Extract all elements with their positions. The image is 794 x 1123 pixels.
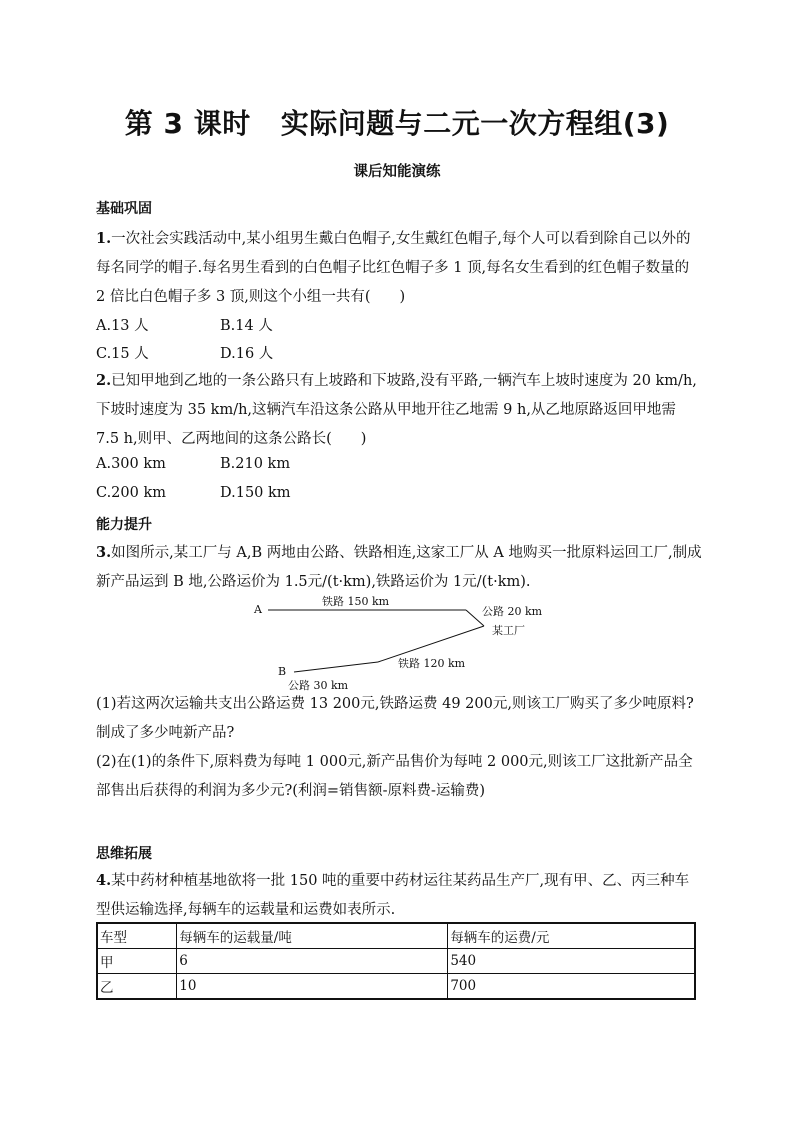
point-a-label: A xyxy=(254,603,262,616)
question-3-part-1: (1)若这两次运输共支出公路运费 13 200元,铁路运费 49 200元,则该工厂购买了多少吨原料?制成了多少吨新产品? xyxy=(96,696,694,741)
section-ability-heading: 能力提升 xyxy=(96,517,152,533)
table-header-cell: 每辆车的运费/元 xyxy=(448,923,695,949)
route-diagram xyxy=(240,590,560,694)
table-header-cell: 车型 xyxy=(97,923,177,949)
table-cell: 540 xyxy=(448,949,695,974)
road-bottom-label: 公路 30 km xyxy=(288,679,349,692)
question-3-part-2: (2)在(1)的条件下,原料费为每吨 1 000元,新产品售价为每吨 2 000元,则该工厂这批新产品全部售出后获得的利润为多少元?(利润=销售额-原料费-运输费) xyxy=(96,754,693,799)
question-3-text: 如图所示,某工厂与 A,B 两地由公路、铁路相连,这家工厂从 A 地购买一批原料运回工厂,制成新产品运到 B 地,公路运价为 1.5元/(t·km),铁路运价为 1元/(t·km). xyxy=(96,545,702,590)
question-2-option-c: C.200 km xyxy=(96,485,167,501)
question-4-number: 4. xyxy=(96,872,112,889)
question-4-text: 某中药材种植基地欲将一批 150 吨的重要中药材运往某药品生产厂,现有甲、乙、丙三种车型供运输选择,每辆车的运载量和运费如表所示. xyxy=(96,873,690,918)
rail-top-label: 铁路 150 km xyxy=(322,595,390,608)
title-lesson: 第 3 课时 xyxy=(124,107,251,140)
table-cell: 甲 xyxy=(97,949,177,974)
question-2-option-a: A.300 km xyxy=(96,456,166,472)
question-3-number: 3. xyxy=(96,544,112,561)
question-2-option-b: B.210 km xyxy=(220,456,291,472)
question-2-option-d: D.150 km xyxy=(220,485,291,501)
question-2-text: 已知甲地到乙地的一条公路只有上坡路和下坡路,没有平路,一辆汽车上坡时速度为 20 km/h,下坡时速度为 35 km/h,这辆汽车沿这条公路从甲地开往乙地需 9 h,从乙地原路返回甲地需 7.5 h,则甲、乙两地间的这条公路长( ) xyxy=(96,373,697,447)
question-1-text: 一次社会实践活动中,某小组男生戴白色帽子,女生戴红色帽子,每个人可以看到除自己以外的每名同学的帽子.每名男生看到的白色帽子比红色帽子多 1 顶,每名女生看到的红色帽子数量的 2 倍比白色帽子多 3 顶,则这个小组一共有( ) xyxy=(96,231,691,305)
factory-label: 某工厂 xyxy=(492,624,525,637)
page-subtitle: 课后知能演练 xyxy=(353,164,441,180)
table-cell: 乙 xyxy=(97,974,177,1000)
table-row xyxy=(97,949,695,974)
section-thinking-heading: 思维拓展 xyxy=(96,846,152,862)
table-cell: 6 xyxy=(177,949,448,974)
road-line-bottom xyxy=(294,662,378,672)
question-4 xyxy=(96,866,702,925)
question-1 xyxy=(96,224,702,312)
section-basic-heading: 基础巩固 xyxy=(96,201,152,217)
page-title xyxy=(0,102,794,142)
title-topic: 实际问题与二元一次方程组(3) xyxy=(280,107,670,140)
table-cell: 700 xyxy=(448,974,695,1000)
table-header-row xyxy=(97,923,695,949)
question-1-option-d: D.16 人 xyxy=(220,346,274,362)
question-1-option-a: A.13 人 xyxy=(96,318,149,334)
question-1-number: 1. xyxy=(96,230,112,247)
table-header-cell: 每辆车的运载量/吨 xyxy=(177,923,448,949)
question-2 xyxy=(96,366,702,454)
question-1-option-c: C.15 人 xyxy=(96,346,149,362)
vehicle-table xyxy=(96,922,696,1000)
question-3 xyxy=(96,538,702,597)
table-cell: 10 xyxy=(177,974,448,1000)
point-b-label: B xyxy=(278,665,287,678)
rail-bottom-label: 铁路 120 km xyxy=(398,657,466,670)
route-diagram-svg xyxy=(240,590,560,694)
question-1-option-b: B.14 人 xyxy=(220,318,273,334)
road-top-label: 公路 20 km xyxy=(482,605,543,618)
question-2-number: 2. xyxy=(96,372,112,389)
table-row xyxy=(97,974,695,1000)
